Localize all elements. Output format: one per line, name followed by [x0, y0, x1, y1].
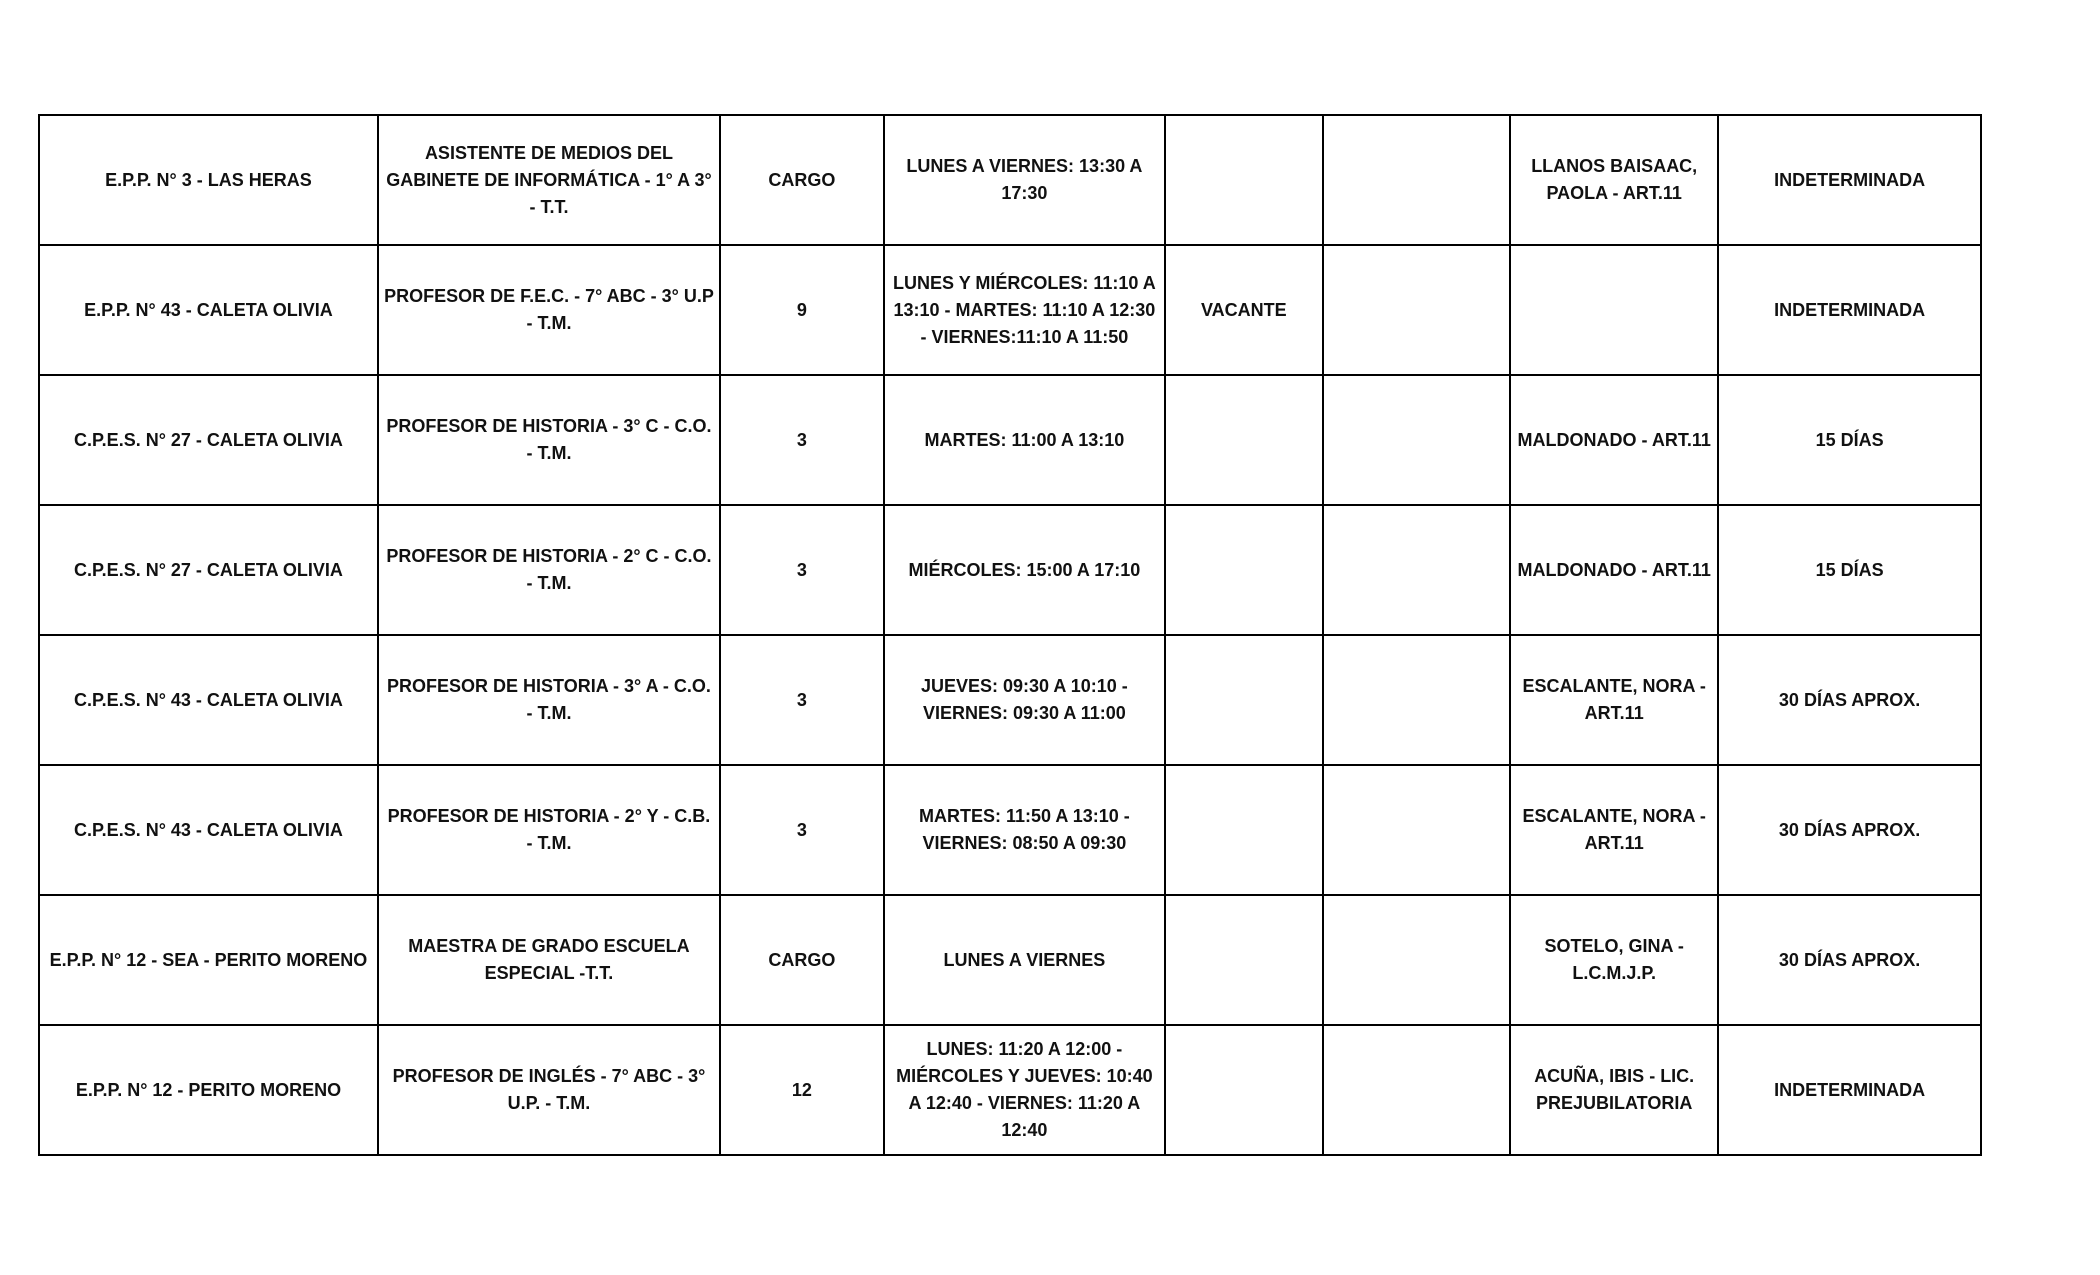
table-row [39, 115, 1981, 245]
table-row [39, 375, 1981, 505]
position-cell: PROFESOR DE HISTORIA - 2° Y - C.B. - T.M. [378, 765, 720, 895]
duration-cell: 15 DÍAS [1718, 505, 1981, 635]
schedule-cell: MARTES: 11:00 A 13:10 [884, 375, 1165, 505]
status-cell [1165, 765, 1323, 895]
status-cell: VACANTE [1165, 245, 1323, 375]
school-cell: C.P.E.S. N° 27 - CALETA OLIVIA [39, 505, 378, 635]
extra-cell [1323, 115, 1511, 245]
extra-cell [1323, 1025, 1511, 1155]
schedule-cell: JUEVES: 09:30 A 10:10 - VIERNES: 09:30 A 11:00 [884, 635, 1165, 765]
duration-cell: INDETERMINADA [1718, 1025, 1981, 1155]
status-cell [1165, 895, 1323, 1025]
school-cell: C.P.E.S. N° 27 - CALETA OLIVIA [39, 375, 378, 505]
school-cell: E.P.P. N° 43 - CALETA OLIVIA [39, 245, 378, 375]
hours-cell: 3 [720, 635, 884, 765]
replaces-cell [1510, 245, 1718, 375]
replaces-cell: ESCALANTE, NORA - ART.11 [1510, 635, 1718, 765]
vacancies-table [38, 114, 1982, 1156]
status-cell [1165, 375, 1323, 505]
table-row [39, 505, 1981, 635]
replaces-cell: ACUÑA, IBIS - LIC. PREJUBILATORIA [1510, 1025, 1718, 1155]
duration-cell: 30 DÍAS APROX. [1718, 635, 1981, 765]
table-row [39, 635, 1981, 765]
position-cell: PROFESOR DE INGLÉS - 7° ABC - 3° U.P. - T.M. [378, 1025, 720, 1155]
position-cell: PROFESOR DE HISTORIA - 3° C - C.O. - T.M. [378, 375, 720, 505]
duration-cell: 30 DÍAS APROX. [1718, 765, 1981, 895]
schedule-cell: LUNES Y MIÉRCOLES: 11:10 A 13:10 - MARTES: 11:10 A 12:30 - VIERNES:11:10 A 11:50 [884, 245, 1165, 375]
table-row [39, 895, 1981, 1025]
duration-cell: INDETERMINADA [1718, 245, 1981, 375]
schedule-cell: MIÉRCOLES: 15:00 A 17:10 [884, 505, 1165, 635]
position-cell: PROFESOR DE HISTORIA - 3° A - C.O. - T.M. [378, 635, 720, 765]
status-cell [1165, 1025, 1323, 1155]
hours-cell: 12 [720, 1025, 884, 1155]
extra-cell [1323, 375, 1511, 505]
table-row [39, 1025, 1981, 1155]
replaces-cell: LLANOS BAISAAC, PAOLA - ART.11 [1510, 115, 1718, 245]
position-cell: PROFESOR DE HISTORIA - 2° C - C.O. - T.M. [378, 505, 720, 635]
replaces-cell: SOTELO, GINA - L.C.M.J.P. [1510, 895, 1718, 1025]
hours-cell: 3 [720, 765, 884, 895]
table-row [39, 765, 1981, 895]
school-cell: E.P.P. N° 3 - LAS HERAS [39, 115, 378, 245]
replaces-cell: MALDONADO - ART.11 [1510, 375, 1718, 505]
status-cell [1165, 635, 1323, 765]
status-cell [1165, 505, 1323, 635]
hours-cell: 3 [720, 375, 884, 505]
duration-cell: 15 DÍAS [1718, 375, 1981, 505]
extra-cell [1323, 245, 1511, 375]
schedule-cell: LUNES A VIERNES: 13:30 A 17:30 [884, 115, 1165, 245]
table-row [39, 245, 1981, 375]
school-cell: C.P.E.S. N° 43 - CALETA OLIVIA [39, 635, 378, 765]
status-cell [1165, 115, 1323, 245]
replaces-cell: ESCALANTE, NORA - ART.11 [1510, 765, 1718, 895]
hours-cell: CARGO [720, 895, 884, 1025]
extra-cell [1323, 635, 1511, 765]
position-cell: MAESTRA DE GRADO ESCUELA ESPECIAL -T.T. [378, 895, 720, 1025]
hours-cell: 3 [720, 505, 884, 635]
hours-cell: CARGO [720, 115, 884, 245]
school-cell: E.P.P. N° 12 - PERITO MORENO [39, 1025, 378, 1155]
extra-cell [1323, 765, 1511, 895]
schedule-cell: LUNES A VIERNES [884, 895, 1165, 1025]
extra-cell [1323, 505, 1511, 635]
position-cell: ASISTENTE DE MEDIOS DEL GABINETE DE INFORMÁTICA - 1° A 3° - T.T. [378, 115, 720, 245]
position-cell: PROFESOR DE F.E.C. - 7° ABC - 3° U.P - T.M. [378, 245, 720, 375]
duration-cell: 30 DÍAS APROX. [1718, 895, 1981, 1025]
schedule-cell: LUNES: 11:20 A 12:00 - MIÉRCOLES Y JUEVES: 10:40 A 12:40 - VIERNES: 11:20 A 12:40 [884, 1025, 1165, 1155]
hours-cell: 9 [720, 245, 884, 375]
school-cell: E.P.P. N° 12 - SEA - PERITO MORENO [39, 895, 378, 1025]
duration-cell: INDETERMINADA [1718, 115, 1981, 245]
extra-cell [1323, 895, 1511, 1025]
school-cell: C.P.E.S. N° 43 - CALETA OLIVIA [39, 765, 378, 895]
replaces-cell: MALDONADO - ART.11 [1510, 505, 1718, 635]
schedule-cell: MARTES: 11:50 A 13:10 - VIERNES: 08:50 A 09:30 [884, 765, 1165, 895]
